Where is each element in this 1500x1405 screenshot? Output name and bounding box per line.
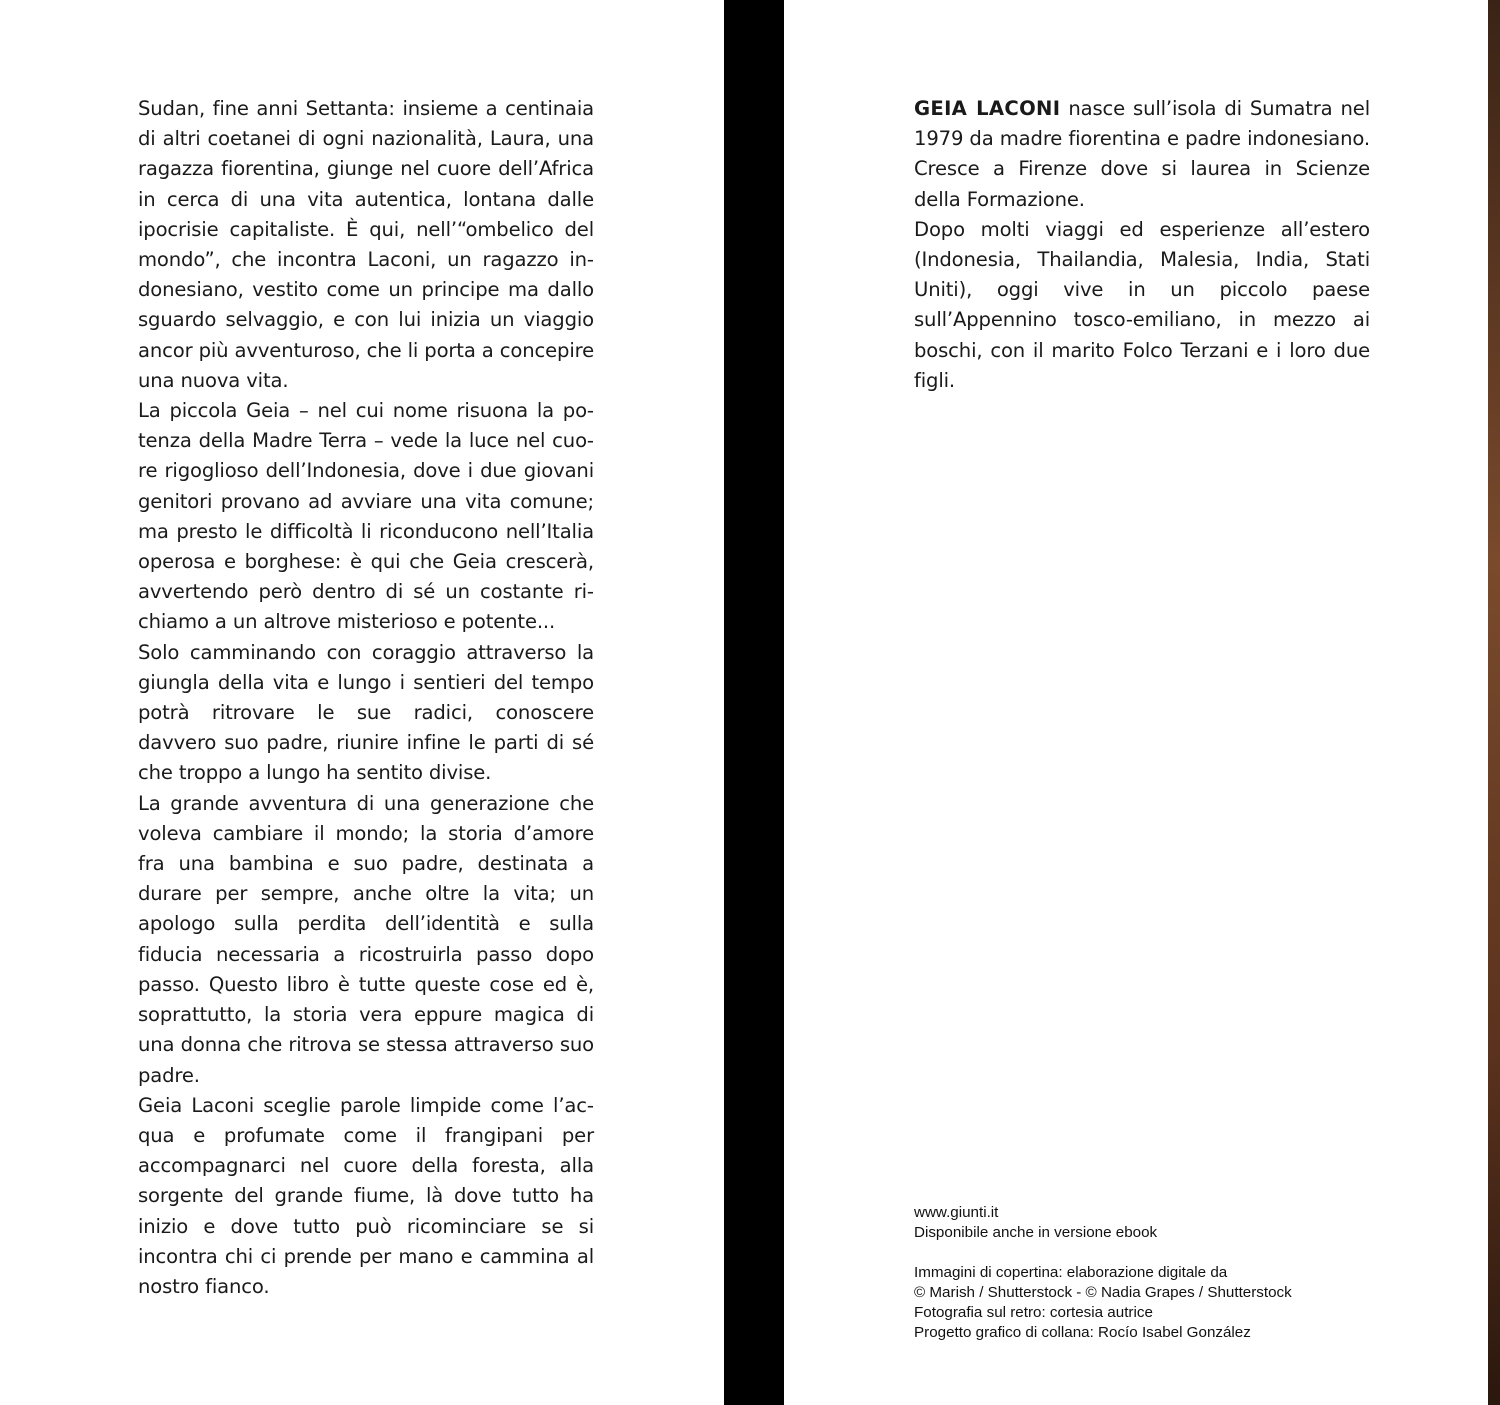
blurb-paragraph: Geia Laconi sceglie parole limpide come l’acqua e profumate come il frangipani per accompagnarci nel cuore della foresta, alla sorgente del grande fiume, là dove tutto ha inizio e dove tutto può ricominciare se si incontra chi ci prende per mano e cammina al nostro fianco. [138,1093,594,1298]
blurb-paragraph: La grande avventura di una generazione che voleva cambiare il mondo; la storia d’amore fra una bambina e suo padre, destinata a durare per sempre, anche oltre la vita; un apologo sulla perdita dell’identità e sulla fiducia necessaria a ricostruirla passo dopo passo. Questo libro è tutte queste cose ed è, soprattutto, la storia vera eppure magica di una donna che ritrova se stessa attraverso suo padre. [138,791,594,1087]
blurb-paragraph: La piccola Geia – nel cui nome risuona la potenza della Madre Terra – vede la luce nel cuore rigoglioso dell’Indonesia, dove i due giovani genitori provano ad avviare una vita comune; ma presto le difficoltà li riconducono nell’Italia operosa e borghese: è qui che Geia crescerà, avvertendo però dentro di sé un costante richiamo a un altrove misterioso e potente... [138,399,594,634]
back-cover-blurb [138,94,594,1302]
blurb-paragraph: Sudan, fine anni Settanta: insieme a centinaia di altri coetanei di ogni nazionalità, Laura, una ragazza fiorentina, giunge nel cuore dell’Africa in cerca di una vita autentica, lontana dalle ipocrisie capitaliste. È qui, nell’“ombelico del mondo”, che incontra Laconi, un ragazzo indonesiano, vestito come un principe ma dallo sguardo selvaggio, e con lui inizia un viaggio ancor più avventuroso, che li porta a concepire una nuova vita. [138,97,594,392]
bio-intro-text: nasce sull’isola di Sumatra nel 1979 da madre fiorentina e padre indonesiano. Cresce a Firenze dove si laurea in Scienze della Formazione. [914,97,1370,211]
bio-paragraph-1 [914,94,1370,215]
right-page [784,0,1500,1405]
author-name: GEIA LACONI [914,97,1061,120]
left-page [0,0,724,1405]
back-photo-credit: Fotografia sul retro: cortesia autrice [914,1304,1153,1321]
website-link[interactable]: www.giunti.it [914,1204,999,1221]
credits-block [914,1203,1434,1343]
ebook-note: Disponibile anche in versione ebook [914,1224,1158,1241]
bio-paragraph-2: Dopo molti viaggi ed esperienze all’estero (Indonesia, Thailandia, Malesia, India, Stati Uniti), oggi vive in un piccolo paese sull’Appennino tosco-emiliano, in mezzo ai boschi, con il marito Folco Terzani e i loro due figli. [914,217,1370,392]
series-design-credit: Progetto grafico di collana: Rocío Isabel González [914,1324,1251,1341]
credits-spacer [914,1243,1434,1263]
cover-images-sources: © Marish / Shutterstock - © Nadia Grapes / Shutterstock [914,1284,1292,1301]
cover-edge-strip [1488,0,1500,1405]
author-bio [914,94,1370,396]
cover-images-credit: Immagini di copertina: elaborazione digitale da [914,1264,1228,1281]
blurb-paragraph: Solo camminando con coraggio attraverso la giungla della vita e lungo i sentieri del tempo potrà ritrovare le sue radici, conoscere davvero suo padre, riunire infine le parti di sé che troppo a lungo ha sentito divise. [138,640,594,785]
